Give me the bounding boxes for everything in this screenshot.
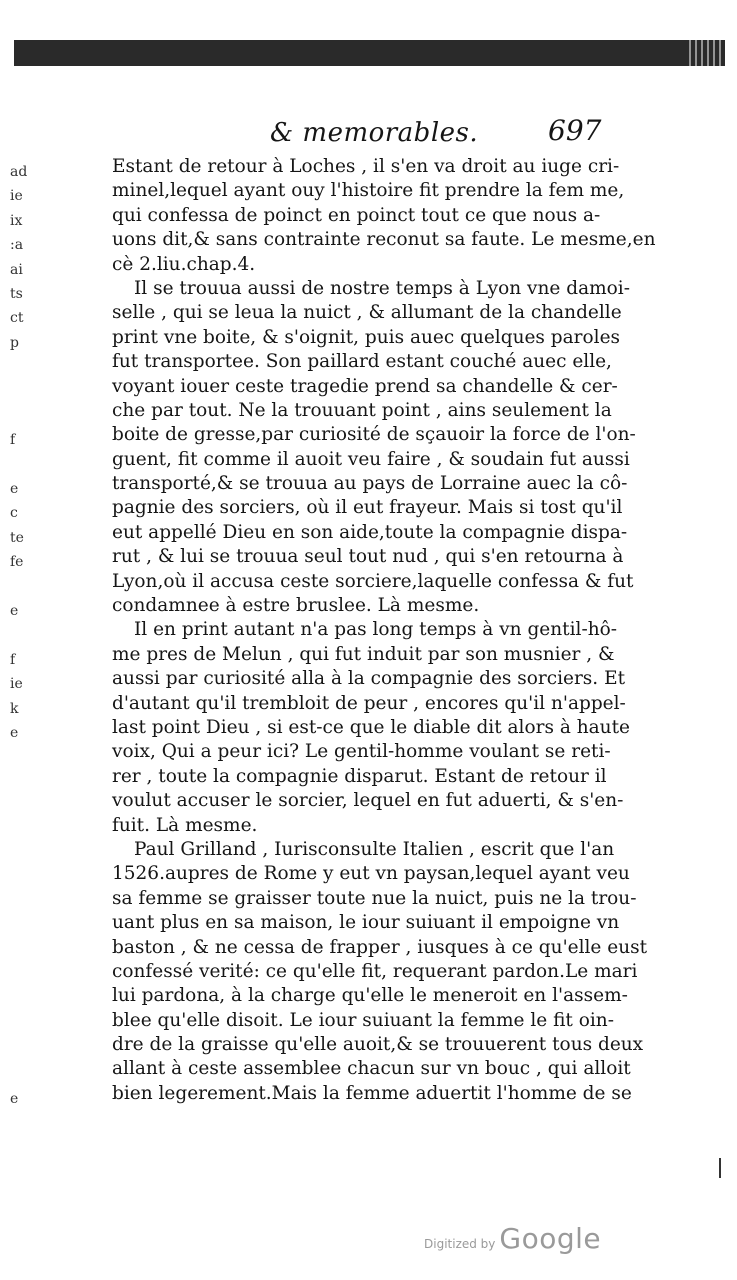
margin-mark: e <box>10 481 19 498</box>
margin-mark <box>10 453 34 477</box>
margin-mark: k <box>10 700 19 717</box>
scan-bar-edge <box>685 40 725 66</box>
text-line: Il se trouua aussi de nostre temps à Lyon vne damoi- <box>134 277 630 299</box>
margin-mark <box>10 867 34 891</box>
margin-mark: e <box>10 724 19 741</box>
text-line: Lyon,où il accusa ceste sorciere,laquelle confessa & fut <box>112 570 634 592</box>
text-line: minel,lequel ayant ouy l'histoire fit prendre la fem me, <box>112 180 625 202</box>
text-line: uons dit,& sans contrainte reconut sa faute. Le mesme,en <box>112 229 656 251</box>
text-line: print vne boite, & s'oignit, puis auec quelques paroles <box>112 326 621 348</box>
top-scan-bar <box>14 40 725 66</box>
margin-mark <box>10 355 34 379</box>
margin-mark: ts <box>10 285 23 302</box>
margin-mark <box>10 794 34 818</box>
text-line: cè 2.liu.chap.4. <box>112 253 256 275</box>
margin-mark <box>10 623 34 647</box>
text-line: sa femme se graisser toute nue la nuict, puis ne la trou- <box>112 887 637 909</box>
body-text <box>112 155 656 1106</box>
text-line: voulut accuser le sorcier, lequel en fut aduerti, & s'en- <box>112 790 624 812</box>
text-line: lui pardona, à la charge qu'elle le meneroit en l'assem- <box>112 985 628 1007</box>
text-line: me pres de Melun , qui fut induit par son musnier , & <box>112 643 615 665</box>
scan-artifact-tick <box>719 1158 721 1178</box>
margin-mark <box>10 843 34 867</box>
text-line: d'autant qu'il trembloit de peur , encores qu'il n'appel- <box>112 692 626 714</box>
margin-mark: ad <box>10 164 28 180</box>
text-line: rer , toute la compagnie disparut. Estant de retour il <box>112 765 607 787</box>
text-line: baston , & ne cessa de frapper , iusques à ce qu'elle eust <box>112 936 648 958</box>
text-line: guent, fit comme il auoit veu faire , & soudain fut aussi <box>112 448 630 470</box>
margin-mark <box>10 965 34 989</box>
margin-mark <box>10 1062 34 1086</box>
margin-mark <box>10 404 34 428</box>
margin-mark <box>10 1038 34 1062</box>
text-line: dre de la graisse qu'elle auoit,& se trouuerent tous deux <box>112 1034 644 1056</box>
margin-mark <box>10 892 34 916</box>
running-head: & memorables. <box>270 118 479 148</box>
text-line: 1526.aupres de Rome y eut vn paysan,lequel ayant veu <box>112 863 630 885</box>
digitized-by-google-watermark <box>424 1222 601 1255</box>
text-line: fut transportee. Son paillard estant couché auec elle, <box>112 351 612 373</box>
margin-mark: ie <box>10 676 23 693</box>
text-line: Paul Grilland , Iurisconsulte Italien , escrit que l'an <box>134 838 615 860</box>
margin-mark <box>10 575 34 599</box>
margin-mark: te <box>10 529 24 546</box>
text-line: selle , qui se leua la nuict , & allumant de la chandelle <box>112 302 622 324</box>
margin-mark <box>10 745 34 769</box>
text-line: aussi par curiosité alla à la compagnie des sorciers. Et <box>112 668 626 690</box>
margin-mark: ct <box>10 310 24 327</box>
margin-mark: f <box>10 432 16 449</box>
text-line: qui confessa de poinct en poinct tout ce que nous a- <box>112 204 601 226</box>
margin-mark <box>10 380 34 404</box>
text-line: last point Dieu , si est-ce que le diable dit alors à haute <box>112 716 630 738</box>
text-line: eut appellé Dieu en son aide,toute la compagnie dispa- <box>112 521 628 543</box>
text-line: voyant iouer ceste tragedie prend sa chandelle & cer- <box>112 375 618 397</box>
margin-mark: ai <box>10 261 23 278</box>
margin-mark <box>10 989 34 1013</box>
margin-mark: e <box>10 603 19 620</box>
text-line: allant à ceste assemblee chacun sur vn bouc , qui alloit <box>112 1058 631 1080</box>
margin-mark: f <box>10 651 16 668</box>
text-line: boite de gresse,par curiosité de sçauoir la force de l'on- <box>112 424 636 446</box>
margin-mark <box>10 916 34 940</box>
text-line: blee qu'elle disoit. Le iour suiuant la femme le fit oin- <box>112 1009 614 1031</box>
text-line: bien legerement.Mais la femme aduertit l'homme de se <box>112 1082 632 1104</box>
text-line: rut , & lui se trouua seul tout nud , qui s'en retourna à <box>112 546 624 568</box>
margin-mark <box>10 1014 34 1038</box>
text-line: uant plus en sa maison, le iour suiuant il empoigne vn <box>112 912 620 934</box>
text-line: voix, Qui a peur ici? Le gentil-homme voulant se reti- <box>112 741 611 763</box>
margin-mark <box>10 941 34 965</box>
margin-mark: fe <box>10 554 24 571</box>
margin-mark: ix <box>10 212 23 229</box>
margin-mark <box>10 1111 34 1135</box>
margin-mark <box>10 819 34 843</box>
margin-mark <box>10 770 34 794</box>
watermark-prefix: Digitized by <box>424 1237 496 1251</box>
margin-mark: e <box>10 1090 19 1107</box>
margin-mark: p <box>10 334 19 351</box>
text-line: Il en print autant n'a pas long temps à vn gentil-hô- <box>134 619 617 641</box>
margin-mark: ie <box>10 188 23 205</box>
text-line: Estant de retour à Loches , il s'en va droit au iuge cri- <box>112 156 620 177</box>
text-line: che par tout. Ne la trouuant point , ains seulement la <box>112 399 612 421</box>
text-line: condamnee à estre bruslee. Là mesme. <box>112 595 480 617</box>
page-number: 697 <box>548 114 602 147</box>
text-line: confessé verité: ce qu'elle fit, requerant pardon.Le mari <box>112 960 638 982</box>
margin-mark: c <box>10 505 18 522</box>
watermark-brand: Google <box>499 1222 602 1255</box>
margin-bleed-marks <box>10 160 34 1136</box>
text-line: pagnie des sorciers, où il eut frayeur. Mais si tost qu'il <box>112 497 623 519</box>
text-line: fuit. Là mesme. <box>112 814 258 836</box>
text-line: transporté,& se trouua au pays de Lorraine auec la cô- <box>112 473 628 495</box>
margin-mark: :a <box>10 237 24 254</box>
